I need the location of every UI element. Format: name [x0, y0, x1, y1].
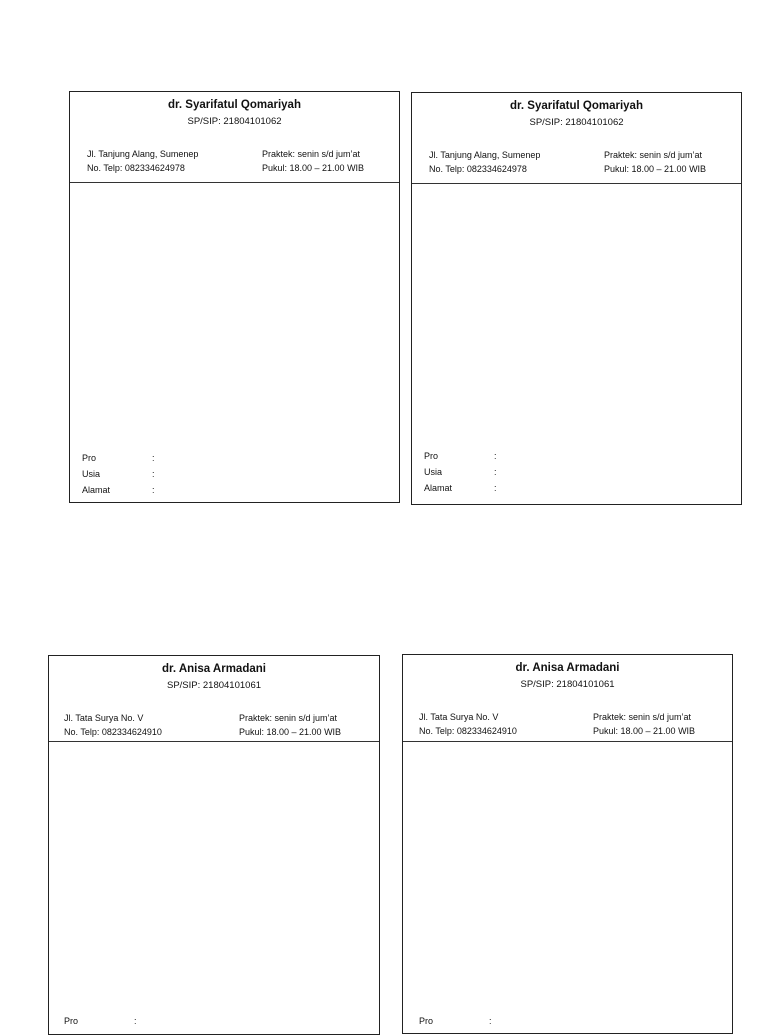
field-label: Alamat — [424, 483, 453, 493]
field-colon: : — [489, 1016, 492, 1026]
field-label: Usia — [424, 467, 443, 477]
field-label: Usia — [82, 469, 101, 479]
prescription-card-3 — [48, 655, 380, 1035]
prescription-card-4 — [402, 654, 733, 1034]
patient-field-pro — [424, 448, 504, 464]
doctor-name: dr. Anisa Armadani — [515, 662, 620, 674]
header-divider — [412, 183, 741, 184]
clinic-address: Jl. Tata Surya No. V — [419, 712, 499, 722]
field-colon: : — [152, 485, 155, 495]
field-colon: : — [494, 451, 497, 461]
patient-fields — [82, 450, 162, 498]
contact-info — [419, 710, 517, 738]
clinic-phone: No. Telp: 082334624910 — [64, 727, 162, 737]
clinic-phone: No. Telp: 082334624910 — [419, 726, 517, 736]
header-divider — [403, 741, 732, 742]
patient-field-alamat — [424, 480, 504, 496]
patient-fields — [419, 1013, 499, 1029]
license-number: SP/SIP: 21804101062 — [187, 116, 282, 127]
field-label: Alamat — [82, 485, 111, 495]
contact-info — [87, 147, 198, 175]
practice-info — [262, 147, 364, 175]
practice-info — [593, 710, 695, 738]
contact-info — [429, 148, 540, 176]
field-colon: : — [152, 453, 155, 463]
practice-days: Praktek: senin s/d jum’at — [239, 713, 338, 723]
practice-days: Praktek: senin s/d jum’at — [262, 149, 361, 159]
field-colon: : — [494, 483, 497, 493]
prescription-card-2 — [411, 92, 742, 505]
doctor-name: dr. Syarifatul Qomariyah — [168, 99, 301, 111]
header-divider — [49, 741, 379, 742]
practice-hours: Pukul: 18.00 – 21.00 WIB — [262, 163, 365, 173]
patient-field-usia — [424, 464, 504, 480]
field-label: Pro — [419, 1016, 434, 1026]
practice-hours: Pukul: 18.00 – 21.00 WIB — [239, 727, 342, 737]
practice-days: Praktek: senin s/d jum’at — [593, 712, 692, 722]
patient-field-pro — [82, 450, 162, 466]
practice-hours: Pukul: 18.00 – 21.00 WIB — [604, 164, 707, 174]
patient-field-pro — [64, 1013, 144, 1029]
clinic-address: Jl. Tanjung Alang, Sumenep — [429, 150, 541, 160]
clinic-address: Jl. Tanjung Alang, Sumenep — [87, 149, 199, 159]
patient-field-alamat — [82, 482, 162, 498]
clinic-address: Jl. Tata Surya No. V — [64, 713, 144, 723]
patient-fields — [64, 1013, 144, 1029]
doctor-name: dr. Syarifatul Qomariyah — [510, 100, 643, 112]
license-number: SP/SIP: 21804101062 — [529, 117, 624, 128]
practice-hours: Pukul: 18.00 – 21.00 WIB — [593, 726, 696, 736]
clinic-phone: No. Telp: 082334624978 — [429, 164, 527, 174]
patient-field-pro — [419, 1013, 499, 1029]
license-number: SP/SIP: 21804101061 — [520, 679, 615, 690]
practice-days: Praktek: senin s/d jum’at — [604, 150, 703, 160]
patient-fields — [424, 448, 504, 496]
clinic-phone: No. Telp: 082334624978 — [87, 163, 185, 173]
patient-field-usia — [82, 466, 162, 482]
field-colon: : — [134, 1016, 137, 1026]
prescription-card-1 — [69, 91, 400, 503]
field-colon: : — [152, 469, 155, 479]
field-label: Pro — [424, 451, 439, 461]
practice-info — [604, 148, 706, 176]
field-label: Pro — [64, 1016, 79, 1026]
field-colon: : — [494, 467, 497, 477]
field-label: Pro — [82, 453, 97, 463]
practice-info — [239, 711, 341, 739]
doctor-name: dr. Anisa Armadani — [162, 663, 266, 675]
license-number: SP/SIP: 21804101061 — [166, 680, 262, 691]
contact-info — [64, 711, 162, 739]
header-divider — [70, 182, 399, 183]
